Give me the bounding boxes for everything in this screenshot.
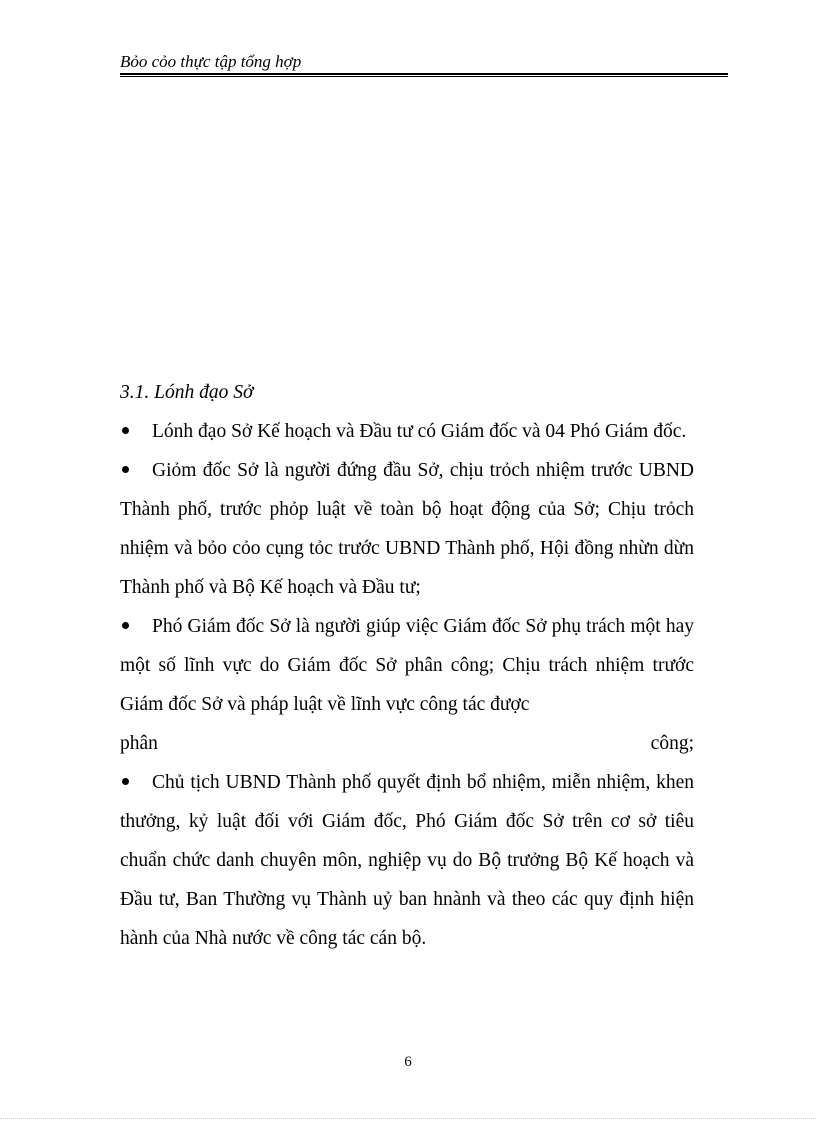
list-item-text: Chủ tịch UBND Thành phố quyết định bổ nhiệm, miễn nhiệm, khen thưởng, kỷ luật đối với Giám đốc, Phó Giám đốc Sở trên cơ sở tiêu chuẩn chức danh chuyên môn, nghiệp vụ do Bộ trưởng Bộ Kế hoạch và Đầu tư, Ban Thường vụ Thành uỷ ban hnành và theo các quy định hiện hành của Nhà nước về công tác cán bộ. (120, 772, 694, 949)
page-header (120, 52, 728, 72)
bullet-icon (120, 412, 152, 451)
last-line-right-word: công; (650, 733, 694, 754)
list-item-last-line (120, 724, 694, 763)
bullet-icon (120, 607, 152, 646)
list-item (120, 763, 694, 958)
list-item (120, 451, 694, 607)
header-title: Bỏo cỏo thực tập tổng hợp (120, 52, 302, 71)
list-item-text: Giỏm đốc Sở là người đứng đầu Sở, chịu trỏch nhiệm trước UBND Thành phố, trước phỏp luật về toàn bộ hoạt động của Sở; Chịu trỏch nhiệm và bỏo cỏo cụng tỏc trước UBND Thành phố, Hội đồng nhừn dừn Thành phố và Bộ Kế hoạch và Đầu tư; (120, 460, 694, 598)
list-item-text: Lónh đạo Sở Kế hoạch và Đầu tư có Giám đốc và 04 Phó Giám đốc. (152, 421, 687, 442)
section-heading: 3.1. Lónh đạo Sở (120, 382, 254, 403)
last-line-left-word: phân (120, 733, 158, 754)
header-rule (120, 73, 728, 77)
bullet-icon (120, 451, 152, 490)
main-content (120, 373, 694, 958)
bullet-icon (120, 763, 152, 802)
footer-divider (0, 1118, 816, 1119)
list-item-text: Phó Giám đốc Sở là người giúp việc Giám đốc Sở phụ trách một hay một số lĩnh vực do Giám đốc Sở phân công; Chịu trách nhiệm trước Giám đốc Sở và pháp luật về lĩnh vực công tác được (120, 616, 694, 715)
list-item (120, 607, 694, 724)
page-number: 6 (404, 1054, 412, 1070)
list-item (120, 412, 694, 451)
